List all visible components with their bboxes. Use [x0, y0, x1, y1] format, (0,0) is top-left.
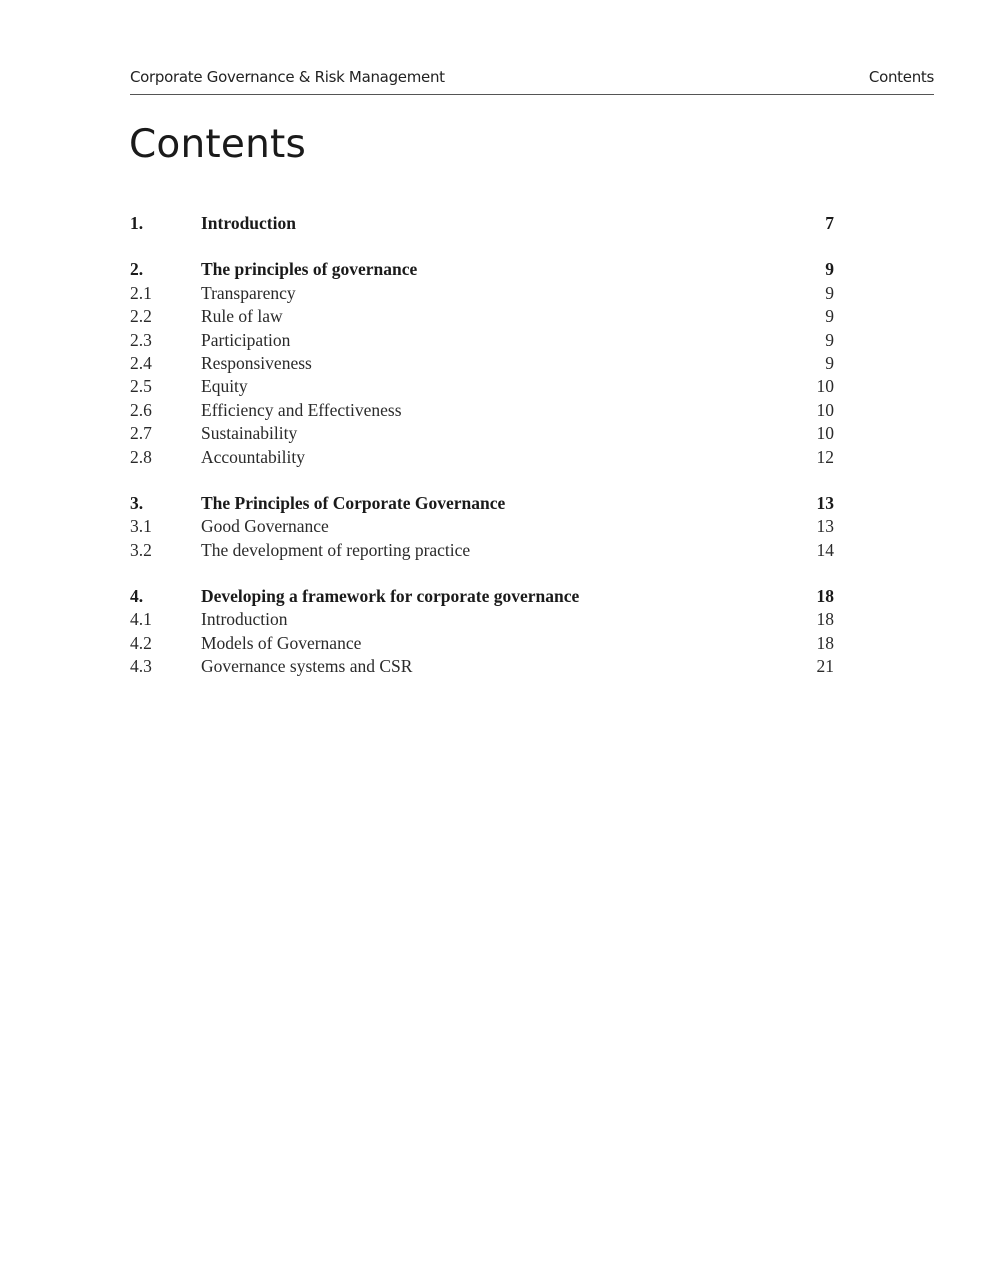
- toc-subsection-number: 4.3: [130, 656, 152, 677]
- toc-subsection-number: 4.2: [130, 632, 152, 653]
- toc-section: [130, 585, 836, 679]
- toc-subsection-number: 2.1: [130, 282, 152, 303]
- toc-subsection-2-3[interactable]: [130, 329, 836, 352]
- toc-subsection-3-1[interactable]: [130, 515, 836, 538]
- toc-subsection-page: 13: [816, 516, 834, 537]
- toc-subsection-2-7[interactable]: [130, 422, 836, 445]
- toc-subsection-title: Rule of law: [201, 306, 283, 327]
- toc-chapter-title: Introduction: [201, 213, 296, 233]
- toc-chapter-page: 9: [825, 259, 834, 280]
- toc-subsection-2-6[interactable]: [130, 399, 836, 422]
- toc-subsection-title: Accountability: [201, 446, 306, 467]
- toc-subsection-title: Participation: [201, 329, 291, 350]
- toc-chapter-number: 4.: [130, 586, 144, 607]
- toc-subsection-2-5[interactable]: [130, 375, 836, 398]
- toc-chapter-title: Developing a framework for corporate governance: [201, 586, 580, 607]
- toc-subsection-page: 12: [816, 446, 834, 467]
- toc-subsection-page: 18: [816, 632, 834, 653]
- toc-subsection-number: 2.7: [130, 423, 152, 444]
- toc-subsection-2-2[interactable]: [130, 305, 836, 328]
- toc-subsection-3-2[interactable]: [130, 539, 836, 562]
- toc-subsection-number: 2.3: [130, 329, 152, 350]
- toc-subsection-title: Good Governance: [201, 516, 329, 537]
- toc-subsection-page: 9: [825, 329, 834, 350]
- toc-subsection-title: Transparency: [201, 282, 296, 303]
- toc-subsection-2-1[interactable]: [130, 282, 836, 305]
- toc-chapter-3[interactable]: [130, 492, 836, 515]
- toc-section: [130, 258, 836, 469]
- toc-subsection-number: 2.4: [130, 352, 152, 373]
- toc-subsection-page: 10: [816, 423, 834, 444]
- toc-subsection-title: Efficiency and Effectiveness: [201, 399, 402, 420]
- table-of-contents: [130, 212, 836, 702]
- toc-subsection-number: 4.1: [130, 609, 152, 630]
- toc-subsection-number: 3.1: [130, 516, 152, 537]
- toc-chapter-4[interactable]: [130, 585, 836, 608]
- running-header: [130, 66, 934, 95]
- toc-subsection-number: 3.2: [130, 539, 152, 560]
- toc-subsection-page: 10: [816, 376, 834, 397]
- toc-chapter-1[interactable]: [130, 212, 836, 235]
- toc-chapter-number: 1.: [130, 213, 144, 233]
- toc-chapter-page: 7: [825, 213, 834, 233]
- toc-section: [130, 212, 836, 235]
- toc-subsection-title: Governance systems and CSR: [201, 656, 413, 677]
- toc-subsection-page: 10: [816, 399, 834, 420]
- toc-subsection-number: 2.5: [130, 376, 152, 397]
- toc-chapter-title: The Principles of Corporate Governance: [201, 492, 506, 513]
- toc-subsection-page: 9: [825, 306, 834, 327]
- toc-subsection-number: 2.8: [130, 446, 152, 467]
- toc-chapter-number: 2.: [130, 259, 144, 280]
- toc-subsection-number: 2.6: [130, 399, 152, 420]
- toc-subsection-page: 14: [816, 539, 834, 560]
- toc-subsection-4-2[interactable]: [130, 632, 836, 655]
- toc-subsection-number: 2.2: [130, 306, 152, 327]
- running-header-book-title: Corporate Governance & Risk Management: [130, 68, 445, 86]
- toc-subsection-4-1[interactable]: [130, 608, 836, 631]
- toc-chapter-title: The principles of governance: [201, 259, 418, 280]
- toc-subsection-title: The development of reporting practice: [201, 539, 471, 560]
- running-header-section: Contents: [868, 68, 934, 86]
- toc-subsection-title: Responsiveness: [201, 352, 312, 373]
- toc-chapter-2[interactable]: [130, 258, 836, 281]
- toc-subsection-4-3[interactable]: [130, 655, 836, 678]
- page-title: Contents: [129, 122, 307, 167]
- toc-subsection-page: 9: [825, 352, 834, 373]
- toc-chapter-number: 3.: [130, 492, 144, 513]
- toc-subsection-title: Sustainability: [201, 423, 298, 444]
- toc-subsection-2-8[interactable]: [130, 446, 836, 469]
- toc-chapter-page: 18: [816, 586, 834, 607]
- toc-subsection-title: Equity: [201, 376, 248, 397]
- toc-subsection-page: 9: [825, 282, 834, 303]
- toc-subsection-title: Introduction: [201, 609, 288, 630]
- toc-subsection-page: 18: [816, 609, 834, 630]
- toc-section: [130, 492, 836, 562]
- toc-chapter-page: 13: [816, 492, 834, 513]
- toc-subsection-2-4[interactable]: [130, 352, 836, 375]
- toc-subsection-page: 21: [816, 656, 834, 677]
- toc-subsection-title: Models of Governance: [201, 632, 362, 653]
